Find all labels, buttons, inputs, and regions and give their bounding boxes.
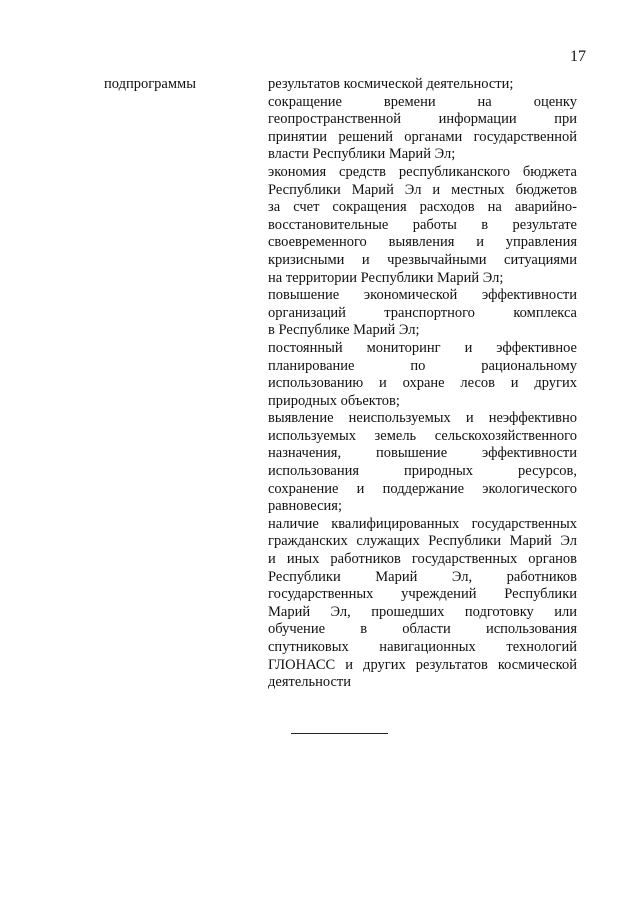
text-line: Республики Марий Эл и местных бюджетов — [268, 181, 577, 198]
text-line: наличие квалифицированных государственных — [268, 515, 577, 532]
text-line: за счет сокращения расходов на аварийно- — [268, 199, 577, 216]
text-line: равновесия; — [268, 498, 342, 515]
text-line: используемых земель сельскохозяйственного — [268, 427, 577, 444]
text-line: геопространственной информации при — [268, 111, 577, 128]
text-line: сохранение и поддержание экологического — [268, 480, 577, 497]
text-line: и иных работников государственных органов — [268, 551, 577, 568]
text-line: природных объектов; — [268, 392, 400, 409]
program-results-text — [268, 76, 577, 692]
text-line: спутниковых навигационных технологий — [268, 639, 577, 655]
text-line: в Республике Марий Эл; — [268, 322, 420, 339]
text-line: кризисными и чрезвычайными ситуациями — [268, 251, 577, 268]
end-divider — [291, 733, 388, 734]
text-line: Республики Марий Эл, работников — [268, 568, 577, 585]
section-label: подпрограммы — [104, 76, 196, 92]
text-line: восстановительные работы в результате — [268, 216, 577, 233]
text-line: на территории Республики Марий Эл; — [268, 269, 504, 286]
text-line: результатов космической деятельности; — [268, 76, 514, 92]
text-line: гражданских служащих Республики Марий Эл — [268, 533, 577, 550]
text-line: использованию и охране лесов и других — [268, 375, 577, 392]
page-number: 17 — [570, 48, 586, 65]
text-line: экономия средств республиканского бюджета — [268, 163, 577, 180]
text-line: власти Республики Марий Эл; — [268, 146, 456, 163]
text-line: принятии решений органами государственной — [268, 128, 577, 145]
text-line: использования природных ресурсов, — [268, 463, 577, 480]
text-line: повышение экономической эффективности — [268, 287, 577, 304]
text-line: организаций транспортного комплекса — [268, 304, 577, 321]
text-line: постоянный мониторинг и эффективное — [268, 339, 577, 356]
text-line: обучение в области использования — [268, 621, 577, 638]
text-line: деятельности — [268, 674, 352, 691]
text-line: назначения, повышение эффективности — [268, 445, 577, 462]
text-line: планирование по рациональному — [268, 357, 577, 374]
text-line: выявление неиспользуемых и неэффективно — [268, 410, 577, 427]
text-line: сокращение времени на оценку — [268, 93, 577, 110]
text-line: Марий Эл, прошедших подготовку или — [268, 603, 577, 620]
text-line: ГЛОНАСС и других результатов космической — [268, 656, 577, 673]
text-line: государственных учреждений Республики — [268, 586, 577, 603]
text-line: своевременного выявления и управления — [268, 234, 577, 251]
